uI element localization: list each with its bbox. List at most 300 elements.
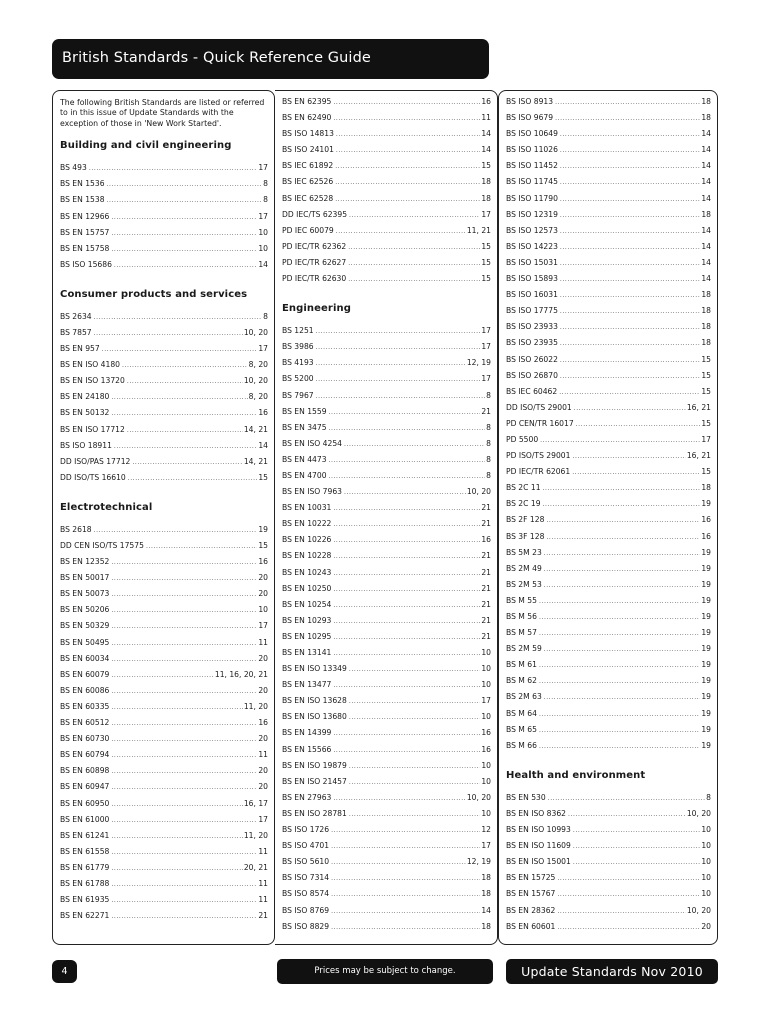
standard-code: BS EN ISO 10993 (506, 825, 571, 835)
page-reference: 11 (258, 878, 268, 888)
standards-list (282, 326, 491, 938)
page-reference: 10 (481, 808, 491, 818)
page-reference: 14 (701, 161, 711, 171)
dot-leader (560, 291, 700, 300)
dot-leader (333, 585, 480, 594)
dot-leader (132, 458, 242, 467)
page-reference: 17 (481, 326, 491, 336)
dot-leader (348, 259, 480, 268)
dot-leader (331, 842, 480, 851)
dot-leader (333, 504, 480, 513)
standard-code: BS EN ISO 13720 (60, 376, 125, 386)
standard-code: BS ISO 23935 (506, 338, 558, 348)
page-reference: 10 (258, 227, 268, 237)
list-item (60, 473, 268, 489)
dot-leader (349, 762, 481, 771)
list-item (282, 761, 491, 777)
list-item (60, 195, 268, 211)
list-item (60, 441, 268, 457)
page-reference: 15 (481, 241, 491, 251)
standard-code: BS ISO 12573 (506, 225, 558, 235)
page-reference: 10 (701, 857, 711, 867)
page-reference: 10 (258, 605, 268, 615)
dot-leader (333, 601, 480, 610)
standard-code: BS 2M 59 (506, 644, 542, 654)
page-reference: 17 (481, 696, 491, 706)
standards-list (506, 793, 711, 938)
dot-leader (127, 426, 243, 435)
list-item (60, 831, 268, 847)
standard-code: BS EN 530 (506, 792, 546, 802)
standard-code: BS EN 12966 (60, 211, 110, 221)
page-reference: 10 (701, 873, 711, 883)
page-reference: 11, 20 (243, 830, 268, 840)
list-item (506, 387, 711, 403)
standard-code: PD 5500 (506, 434, 539, 444)
list-item (506, 129, 711, 145)
standard-code: BS ISO 4701 (282, 841, 330, 851)
page-reference: 16 (258, 408, 268, 418)
dot-leader (102, 345, 258, 354)
dot-leader (336, 227, 466, 236)
page-reference: 18 (701, 322, 711, 332)
page-reference: 8, 20 (248, 360, 268, 370)
standard-code: BS EN 10228 (282, 551, 332, 561)
page-reference: 14 (701, 177, 711, 187)
dot-leader (111, 558, 257, 567)
standard-code: BS 493 (60, 163, 87, 173)
dot-leader (111, 832, 242, 841)
page-reference: 16 (481, 744, 491, 754)
list-item (60, 766, 268, 782)
list-item (282, 680, 491, 696)
list-item (506, 403, 711, 419)
standard-code: BS EN 3475 (282, 422, 327, 432)
section-heading: Building and civil engineering (60, 140, 232, 152)
standard-code: BS EN 60086 (60, 685, 110, 695)
standard-code: BS ISO 8769 (282, 905, 330, 915)
standard-code: BS EN ISO 8362 (506, 808, 566, 818)
dot-leader (539, 742, 700, 751)
standard-code: BS 2M 49 (506, 563, 542, 573)
standard-code: BS 4193 (282, 358, 314, 368)
standard-code: PD IEC 60079 (282, 225, 334, 235)
standard-code: BS 3986 (282, 342, 314, 352)
dot-leader (111, 590, 257, 599)
page-reference: 19 (701, 595, 711, 605)
list-item (60, 847, 268, 863)
standard-code: BS 5M 23 (506, 547, 542, 557)
page-reference: 14 (258, 440, 268, 450)
dot-leader (560, 275, 700, 284)
dot-leader (331, 874, 480, 883)
standard-code: BS ISO 23933 (506, 322, 558, 332)
list-item (506, 274, 711, 290)
dot-leader (122, 361, 248, 370)
dot-leader (111, 864, 242, 873)
list-item (60, 734, 268, 750)
list-item (506, 793, 711, 809)
dot-leader (344, 488, 466, 497)
list-item (506, 660, 711, 676)
dot-leader (335, 162, 480, 171)
standard-code: DD CEN ISO/TS 17575 (60, 541, 144, 550)
list-item (282, 342, 491, 358)
dot-leader (107, 196, 263, 205)
dot-leader (114, 442, 257, 451)
page-reference: 15 (701, 467, 711, 477)
dot-leader (333, 552, 480, 561)
page-reference: 14, 21 (243, 456, 268, 466)
page-reference: 18 (701, 290, 711, 300)
dot-leader (329, 472, 486, 481)
standard-code: BS EN ISO 4180 (60, 360, 120, 370)
standard-code: BS EN 10254 (282, 599, 332, 609)
list-item (506, 97, 711, 113)
page-reference: 20 (258, 685, 268, 695)
standard-code: BS ISO 11745 (506, 177, 558, 187)
dot-leader (316, 343, 481, 352)
dot-leader (544, 645, 701, 654)
list-item (506, 371, 711, 387)
list-item (282, 274, 491, 290)
list-item (60, 244, 268, 260)
dot-leader (331, 907, 480, 916)
list-item (60, 392, 268, 408)
list-item (506, 709, 711, 725)
list-item (282, 407, 491, 423)
standard-code: PD IEC/TR 62630 (282, 274, 347, 284)
standard-code: PD IEC/TR 62627 (282, 257, 347, 267)
dot-leader (560, 211, 700, 220)
standard-code: PD IEC/TR 62362 (282, 241, 347, 251)
standard-code: BS 7857 (60, 327, 92, 337)
page-reference: 15 (701, 370, 711, 380)
page-reference: 17 (481, 841, 491, 851)
standard-code: BS EN 15725 (506, 873, 556, 883)
page-reference: 20 (258, 766, 268, 776)
list-item (506, 596, 711, 612)
list-item (282, 551, 491, 567)
page-reference: 16 (481, 535, 491, 545)
page-reference: 10 (481, 664, 491, 674)
page-reference: 10, 20 (686, 905, 711, 915)
page-reference: 19 (701, 660, 711, 670)
dot-leader (128, 474, 258, 483)
standard-code: BS EN 60730 (60, 734, 110, 744)
standard-code: BS EN 50073 (60, 589, 110, 599)
dot-leader (348, 243, 480, 252)
page-reference: 14 (701, 145, 711, 155)
list-item (282, 632, 491, 648)
dot-leader (331, 858, 466, 867)
standard-code: BS EN 61788 (60, 878, 110, 888)
dot-leader (539, 629, 700, 638)
list-item (282, 455, 491, 471)
page-reference: 8 (706, 792, 711, 802)
standard-code: BS EN ISO 13628 (282, 696, 347, 706)
dot-leader (544, 693, 701, 702)
list-item (60, 328, 268, 344)
dot-leader (557, 907, 685, 916)
page-reference: 11 (258, 637, 268, 647)
standard-code: BS EN 4473 (282, 454, 327, 464)
page-reference: 11, 16, 20, 21 (214, 669, 268, 679)
dot-leader (546, 516, 700, 525)
standard-code: BS EN 15767 (506, 889, 556, 899)
page-reference: 21 (481, 615, 491, 625)
page-reference: 21 (481, 551, 491, 561)
list-item (60, 344, 268, 360)
dot-leader (572, 452, 685, 461)
dot-leader (539, 710, 700, 719)
dot-leader (94, 526, 258, 535)
list-item (282, 258, 491, 274)
standard-code: BS M 66 (506, 740, 537, 750)
page-reference: 17 (258, 814, 268, 824)
list-item (282, 728, 491, 744)
standard-code: BS EN 1559 (282, 406, 327, 416)
standard-code: BS ISO 15686 (60, 259, 112, 269)
dot-leader (574, 404, 686, 413)
dot-leader (331, 923, 480, 932)
list-item (506, 857, 711, 873)
dot-leader (560, 307, 700, 316)
page-reference: 16 (258, 718, 268, 728)
dot-leader (111, 896, 257, 905)
standard-code: BS EN ISO 15001 (506, 857, 571, 867)
list-item (506, 809, 711, 825)
standard-code: PD ISO/TS 29001 (506, 451, 571, 461)
page-reference: 19 (701, 628, 711, 638)
dot-leader (560, 243, 700, 252)
standard-code: BS EN 62271 (60, 911, 110, 921)
publication-name: Update Standards Nov 2010 (506, 959, 718, 984)
list-item (282, 161, 491, 177)
standards-list (60, 163, 268, 276)
standard-code: BS EN 60601 (506, 921, 556, 931)
standard-code: BS ISO 17775 (506, 306, 558, 316)
standard-code: BS M 61 (506, 660, 537, 670)
dot-leader (333, 681, 480, 690)
list-item (506, 676, 711, 692)
list-item (282, 696, 491, 712)
list-item (282, 177, 491, 193)
page-reference: 19 (701, 547, 711, 557)
list-item (506, 210, 711, 226)
standard-code: BS ISO 12319 (506, 209, 558, 219)
standard-code: BS ISO 8913 (506, 97, 554, 106)
dot-leader (546, 533, 700, 542)
dot-leader (539, 661, 700, 670)
list-item (506, 419, 711, 435)
page-reference: 10 (258, 243, 268, 253)
page-reference: 11 (258, 895, 268, 905)
dot-leader (573, 826, 701, 835)
list-item (60, 425, 268, 441)
list-item (282, 471, 491, 487)
index-column-3 (498, 90, 718, 945)
list-item (506, 548, 711, 564)
page-reference: 21 (481, 631, 491, 641)
dot-leader (560, 323, 700, 332)
standard-code: BS M 57 (506, 628, 537, 638)
standard-code: BS EN 10295 (282, 631, 332, 641)
list-item (506, 741, 711, 757)
page-reference: 14 (701, 241, 711, 251)
dot-leader (543, 500, 701, 509)
page-reference: 19 (701, 563, 711, 573)
list-item (282, 600, 491, 616)
list-item (282, 841, 491, 857)
dot-leader (543, 484, 701, 493)
standard-code: BS EN ISO 7963 (282, 487, 342, 497)
page-reference: 19 (701, 708, 711, 718)
dot-leader (111, 703, 242, 712)
dot-leader (329, 456, 486, 465)
standard-code: BS EN 60079 (60, 669, 110, 679)
page-reference: 16, 21 (686, 402, 711, 412)
page-reference: 8 (263, 179, 268, 189)
dot-leader (111, 767, 257, 776)
standard-code: BS IEC 62528 (282, 193, 334, 203)
standard-code: BS 2C 19 (506, 499, 541, 509)
page-reference: 20 (258, 782, 268, 792)
standard-code: DD ISO/PAS 17712 (60, 456, 131, 466)
list-item (506, 580, 711, 596)
page-reference: 15 (258, 472, 268, 482)
dot-leader (114, 261, 257, 270)
standard-code: BS EN 60335 (60, 701, 110, 711)
standard-code: BS EN 62395 (282, 97, 332, 106)
list-item (282, 358, 491, 374)
list-item (282, 194, 491, 210)
list-item (506, 306, 711, 322)
standard-code: BS ISO 15031 (506, 257, 558, 267)
page-reference: 15 (481, 257, 491, 267)
list-item (282, 326, 491, 342)
dot-leader (560, 227, 700, 236)
list-item (506, 290, 711, 306)
page-reference: 16 (258, 557, 268, 567)
list-item (60, 260, 268, 276)
dot-leader (89, 164, 258, 173)
page-reference: 16 (701, 531, 711, 541)
dot-leader (111, 213, 257, 222)
page-reference: 16 (481, 97, 491, 106)
standard-code: BS EN 61241 (60, 830, 110, 840)
page-reference: 18 (481, 177, 491, 187)
standard-code: BS EN 50495 (60, 637, 110, 647)
list-item (60, 799, 268, 815)
list-item (282, 210, 491, 226)
standard-code: BS EN 60898 (60, 766, 110, 776)
list-item (282, 145, 491, 161)
list-item (506, 177, 711, 193)
list-item (60, 408, 268, 424)
page-reference: 17 (258, 621, 268, 631)
standard-code: BS EN 60950 (60, 798, 110, 808)
standard-code: BS IEC 60462 (506, 386, 558, 396)
list-item (282, 906, 491, 922)
list-item (506, 451, 711, 467)
standard-code: BS EN 15757 (60, 227, 110, 237)
page-reference: 19 (701, 676, 711, 686)
page-reference: 19 (701, 724, 711, 734)
standard-code: PD CEN/TR 16017 (506, 418, 574, 428)
dot-leader (111, 719, 257, 728)
page-reference: 15 (481, 161, 491, 171)
list-item (60, 686, 268, 702)
standards-list (282, 97, 491, 290)
list-item (506, 873, 711, 889)
dot-leader (333, 98, 480, 107)
list-item (506, 841, 711, 857)
page-reference: 17 (258, 211, 268, 221)
page-reference: 8 (263, 195, 268, 205)
page-number: 4 (52, 960, 77, 983)
standard-code: BS 2M 53 (506, 579, 542, 589)
dot-leader (572, 468, 700, 477)
dot-leader (349, 778, 481, 787)
standard-code: BS ISO 7314 (282, 873, 330, 883)
dot-leader (111, 800, 242, 809)
standard-code: BS ISO 10649 (506, 129, 558, 139)
dot-leader (107, 180, 263, 189)
dot-leader (316, 375, 481, 384)
list-item (60, 911, 268, 927)
page-reference: 14 (481, 905, 491, 915)
list-item (282, 857, 491, 873)
standard-code: BS EN 10226 (282, 535, 332, 545)
page-reference: 11 (258, 750, 268, 760)
index-column-1 (52, 90, 275, 945)
section-heading: Health and environment (506, 769, 646, 781)
standard-code: BS ISO 1726 (282, 825, 330, 835)
standard-code: BS EN 61779 (60, 862, 110, 872)
dot-leader (544, 565, 701, 574)
standard-code: BS 7967 (282, 390, 314, 400)
dot-leader (344, 440, 485, 449)
list-item (60, 638, 268, 654)
dot-leader (548, 794, 705, 803)
page-reference: 18 (701, 306, 711, 316)
standard-code: BS EN 50132 (60, 408, 110, 418)
list-item (506, 628, 711, 644)
dot-leader (335, 178, 480, 187)
dot-leader (333, 520, 480, 529)
section-heading: Electrotechnical (60, 501, 153, 513)
dot-leader (333, 633, 480, 642)
dot-leader (336, 146, 480, 155)
dot-leader (560, 372, 700, 381)
page-reference: 14 (701, 274, 711, 284)
page-reference: 14 (481, 129, 491, 139)
list-item (60, 457, 268, 473)
list-item (506, 242, 711, 258)
page-reference: 18 (701, 113, 711, 123)
standards-list (60, 525, 268, 927)
page-reference: 20 (258, 573, 268, 583)
page-reference: 10 (701, 841, 711, 851)
page-reference: 11, 20 (243, 701, 268, 711)
page-reference: 10 (481, 712, 491, 722)
standard-code: BS 1251 (282, 326, 314, 336)
standard-code: BS EN 10250 (282, 583, 332, 593)
dot-leader (111, 655, 257, 664)
dot-leader (333, 536, 480, 545)
page-reference: 14 (701, 129, 711, 139)
